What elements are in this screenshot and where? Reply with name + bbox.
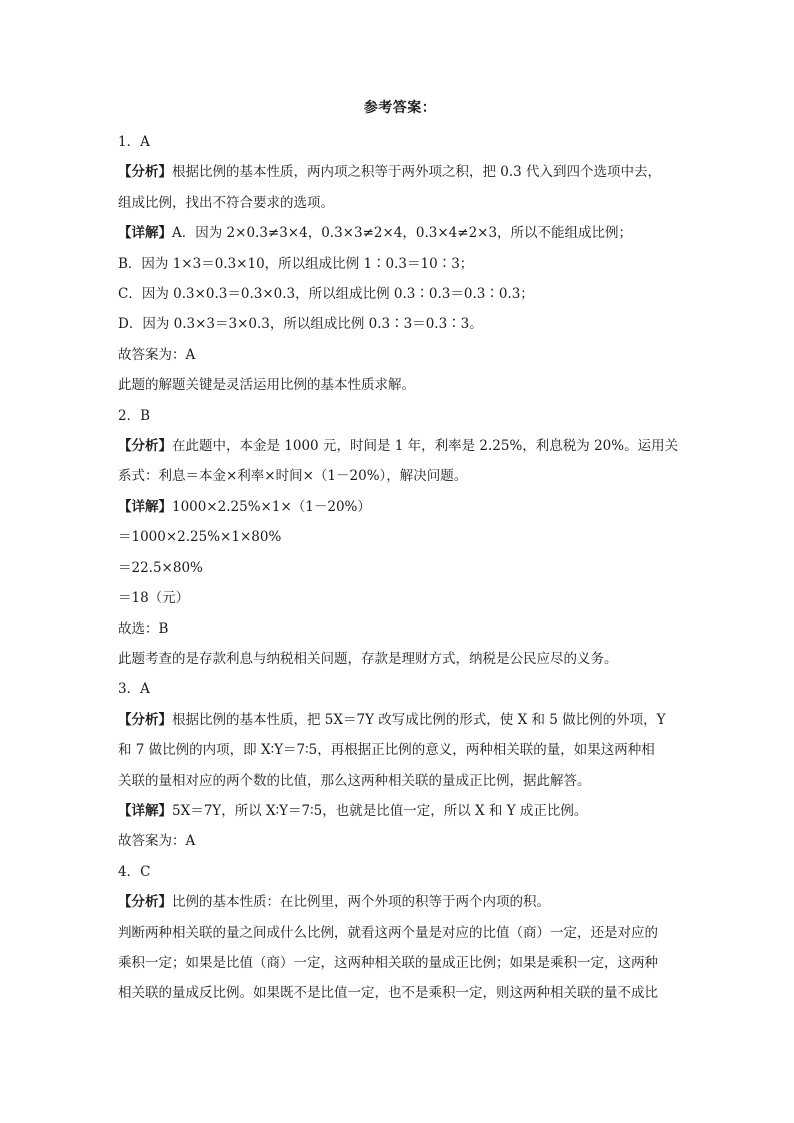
section-tag: 【详解】: [118, 225, 172, 242]
line-text: 故答案为：A: [118, 346, 196, 363]
text-line: [118, 340, 682, 370]
text-line: [118, 644, 682, 674]
line-text: 判断两种相关联的量之间成什么比例，就看这两个量是对应的比值（商）一定，还是对应的: [118, 924, 658, 941]
line-text: 根据比例的基本性质，把 5X＝7Y 改写成比例的形式，使 X 和 5 做比例的外项，Y: [172, 711, 666, 728]
text-line: [118, 157, 682, 187]
line-text: 比例的基本性质：在比例里，两个外项的积等于两个内项的积。: [172, 894, 550, 911]
line-text: 1000×2.25%×1×（1－20%）: [172, 498, 371, 515]
line-text: 关联的量相对应的两个数的比值，那么这两种相关联的量成正比例，据此解答。: [118, 772, 591, 789]
text-line: [118, 218, 682, 248]
line-text: 5X＝7Y，所以 X∶Y＝7∶5，也就是比值一定，所以 X 和 Y 成正比例。: [172, 802, 588, 819]
line-text: D．因为 0.3×3＝3×0.3，所以组成比例 0.3∶3＝0.3∶3。: [118, 316, 483, 333]
text-line: [118, 370, 682, 400]
text-line: [118, 918, 682, 948]
line-text: 1．A: [118, 134, 150, 150]
text-line: [118, 127, 682, 157]
text-line: [118, 674, 682, 704]
line-text: 组成比例，找出不符合要求的选项。: [118, 194, 334, 211]
text-line: [118, 766, 682, 796]
text-line: [118, 461, 682, 491]
text-line: [118, 826, 682, 856]
line-text: B．因为 1×3＝0.3×10，所以组成比例 1∶0.3＝10∶3；: [118, 255, 474, 272]
text-line: [118, 401, 682, 431]
text-line: [118, 887, 682, 917]
text-line: [118, 705, 682, 735]
text-line: [118, 522, 682, 552]
text-line: [118, 978, 682, 1008]
text-line: [118, 279, 682, 309]
text-line: [118, 796, 682, 826]
section-tag: 【详解】: [118, 498, 172, 515]
section-tag: 【分析】: [118, 438, 172, 455]
line-text: 3．A: [118, 681, 150, 698]
line-text: 在此题中，本金是 1000 元，时间是 1 年，利率是 2.25%，利息税为 20%。运用关: [172, 438, 679, 455]
page-title: 参考答案：: [363, 100, 437, 116]
text-line: [118, 735, 682, 765]
text-line: [118, 431, 682, 461]
line-text: 相关联的量成反比例。如果既不是比值一定，也不是乘积一定，则这两种相关联的量不成比: [118, 985, 658, 1002]
section-tag: 【分析】: [118, 711, 172, 728]
line-text: 2．B: [118, 407, 151, 424]
text-line: [118, 249, 682, 279]
line-text: ＝22.5×80%: [118, 559, 203, 576]
line-text: A．因为 2×0.3≠3×4，0.3×3≠2×4，0.3×4≠2×3，所以不能组成比例；: [172, 225, 633, 242]
text-line: [118, 948, 682, 978]
line-text: 根据比例的基本性质，两内项之积等于两外项之积，把 0.3 代入到四个选项中去，: [172, 164, 662, 181]
text-line: [118, 492, 682, 522]
line-text: ＝18（元）: [118, 590, 190, 607]
line-text: 此题的解题关键是灵活运用比例的基本性质求解。: [118, 377, 415, 394]
section-tag: 【分析】: [118, 164, 172, 181]
line-text: C．因为 0.3×0.3＝0.3×0.3，所以组成比例 0.3∶0.3＝0.3∶0.3；: [118, 286, 534, 303]
text-line: [118, 188, 682, 218]
line-text: 故答案为：A: [118, 833, 196, 850]
line-text: 故选：B: [118, 620, 169, 637]
line-text: 系式：利息＝本金×利率×时间×（1－20%），解决问题。: [118, 468, 468, 485]
text-line: [118, 583, 682, 613]
text-line: [118, 553, 682, 583]
section-tag: 【详解】: [118, 802, 172, 819]
text-line: [118, 857, 682, 887]
line-text: 和 7 做比例的内项，即 X∶Y＝7∶5，再根据正比例的意义，两种相关联的量，如果这两种相: [118, 742, 655, 759]
answer-body: [118, 127, 682, 1009]
line-text: 乘积一定；如果是比值（商）一定，这两种相关联的量成正比例；如果是乘积一定，这两种: [118, 954, 658, 971]
line-text: ＝1000×2.25%×1×80%: [118, 529, 282, 546]
section-tag: 【分析】: [118, 894, 172, 911]
text-line: [118, 614, 682, 644]
line-text: 此题考查的是存款利息与纳税相关问题，存款是理财方式，纳税是公民应尽的义务。: [118, 650, 618, 667]
text-line: [118, 309, 682, 339]
line-text: 4．C: [118, 863, 151, 880]
